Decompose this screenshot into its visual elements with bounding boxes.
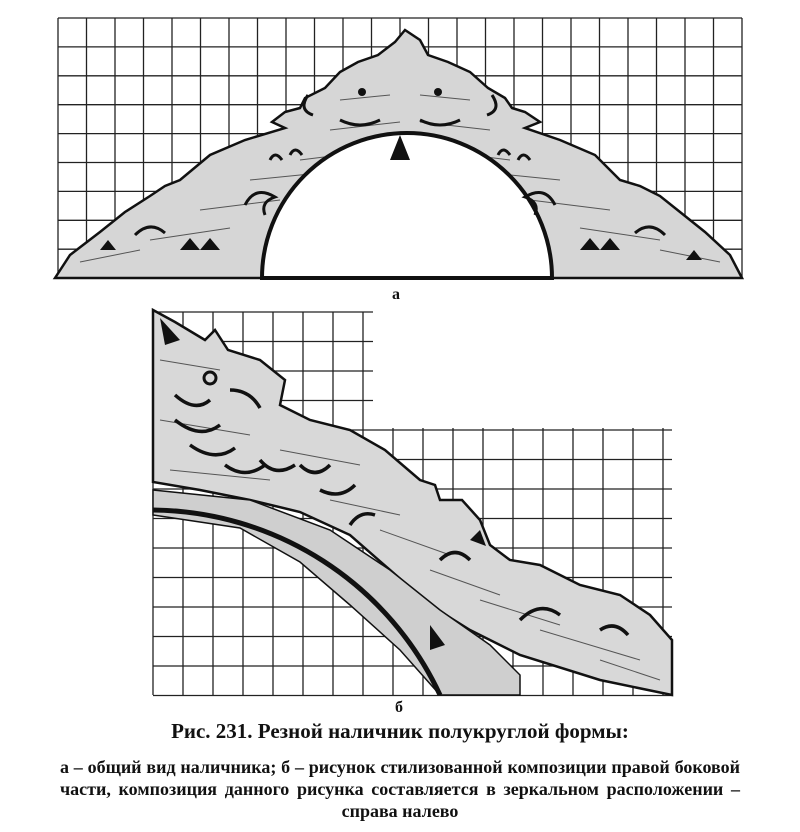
- figure-caption-body: а – общий вид наличника; б – рисунок стилизованной композиции правой боковой части, композиция данного рисунка составляется в зеркальном расположении – справа налево: [60, 757, 740, 821]
- figure-a-label: а: [392, 286, 400, 303]
- figure-b-label: б: [395, 699, 403, 716]
- figure-a-drawing: [0, 0, 800, 300]
- carved-arch-frame: [55, 30, 742, 278]
- figure-caption-title: Рис. 231. Резной наличник полукруглой формы:: [171, 719, 629, 743]
- carved-side-detail: [153, 310, 672, 695]
- figure-b-drawing: [0, 300, 800, 700]
